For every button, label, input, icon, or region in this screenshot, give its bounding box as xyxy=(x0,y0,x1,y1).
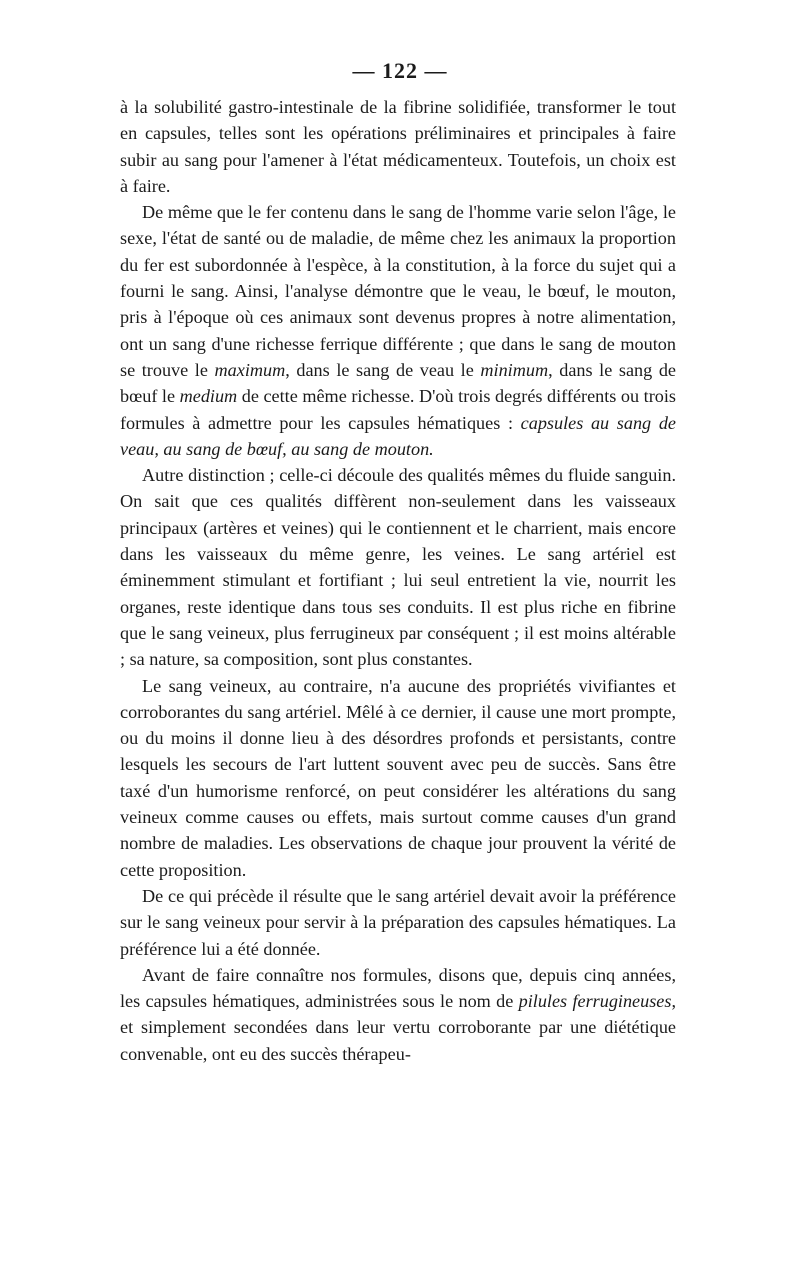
page-number: — 122 — xyxy=(352,58,448,83)
italic-text-run: maximum xyxy=(214,359,286,380)
paragraph xyxy=(120,94,676,199)
text-run: , dans le sang de veau le xyxy=(285,359,481,380)
paragraph xyxy=(120,962,676,1067)
italic-text-run: minimum xyxy=(480,359,549,380)
text-run: De même que le fer contenu dans le sang de l'homme varie selon l'âge, le sexe, l'état de santé ou de maladie, de même chez les animaux la proportion du fer est subordonnée à l'espèce, à la constitution, à la force du sujet qui a fourni le sang. Ainsi, l'analyse démontre que le veau, le bœuf, le mouton, pris à l'époque où ces animaux sont devenus propres à notre alimentation, ont un sang d'une richesse ferrique différente ; que dans le sang de mouton se trouve le xyxy=(120,202,676,380)
paragraph xyxy=(120,199,676,462)
text-run: Autre distinction ; celle-ci découle des qualités mêmes du fluide sanguin. On sait que ces qualités diffèrent non-seulement dans les vaisseaux principaux (artères et veines) qui le contiennent et le charrient, mais encore dans les vaisseaux du même genre, les veines. Le sang artériel est éminemment stimulant et fortifiant ; lui seul entretient la vie, nourrit les organes, reste identique dans tous ses conduits. Il est plus riche en fibrine que le sang veineux, plus ferrugineux par conséquent ; il est moins altérable ; sa nature, sa composition, sont plus constantes. xyxy=(120,465,676,670)
text-run: à la solubilité gastro-intestinale de la fibrine solidifiée, transformer le tout en capsules, telles sont les opérations préliminaires et principales à faire subir au sang pour l'amener à l'état médicamenteux. Toutefois, un choix est à faire. xyxy=(120,97,676,196)
text-run: de cette même richesse. D'où trois degrés différents ou trois formules à admettre pour les capsules hématiques : xyxy=(120,386,677,433)
text-run: , dans le sang de bœuf le xyxy=(120,359,676,407)
paragraph xyxy=(120,462,676,672)
paragraph xyxy=(120,883,676,962)
paragraph xyxy=(120,673,676,883)
text-run: , et simplement secondées dans leur vertu corroborante par une diététique convenable, ont eu des succès thérapeu- xyxy=(120,991,676,1064)
text-run: Le sang veineux, au contraire, n'a aucune des propriétés vivifiantes et corroborantes du sang artériel. Mêlé à ce dernier, il cause une mort prompte, ou du moins il donne lieu à des désordres profonds et persistants, contre lesquels les secours de l'art luttent souvent avec peu de succès. Sans être taxé d'un humorisme renforcé, on peut considérer les altérations du sang veineux comme causes ou effets, mais surtout comme causes d'un grand nombre de maladies. Les observations de chaque jour prouvent la vérité de cette proposition. xyxy=(120,675,676,880)
italic-text-run: pilules ferrugineuses xyxy=(518,991,672,1012)
text-run: De ce qui précède il résulte que le sang artériel devait avoir la préférence sur le sang veineux pour servir à la préparation des capsules hématiques. La préférence lui a été donnée. xyxy=(120,885,676,959)
italic-text-run: medium xyxy=(179,386,238,407)
text-run: Avant de faire connaître nos formules, disons que, depuis cinq années, les capsules hématiques, administrées sous le nom de xyxy=(120,964,676,1012)
body-text xyxy=(120,94,676,1067)
italic-text-run: capsules au sang de veau, au sang de bœuf, au sang de mouton. xyxy=(120,412,676,459)
